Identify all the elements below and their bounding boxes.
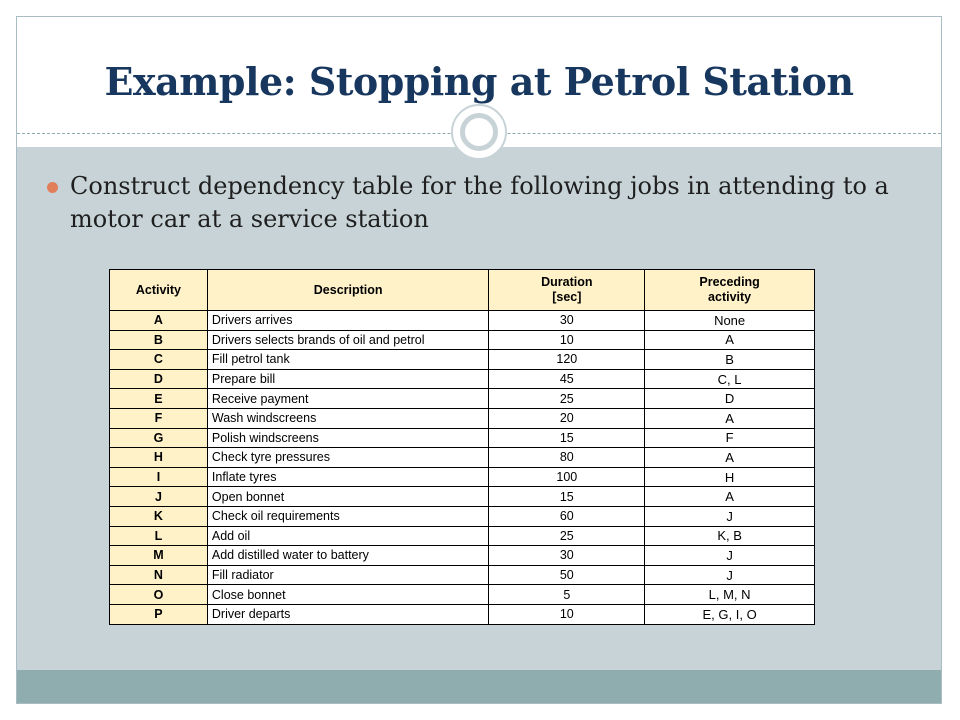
activity-cell: A [110,311,208,331]
preceding-cell: J [645,546,815,566]
description-cell: Fill petrol tank [207,350,489,370]
duration-cell: 120 [489,350,645,370]
activity-cell: P [110,604,208,624]
activity-cell: E [110,389,208,409]
duration-cell: 25 [489,526,645,546]
activity-cell: H [110,448,208,468]
description-cell: Wash windscreens [207,408,489,428]
activity-cell: G [110,428,208,448]
description-cell: Fill radiator [207,565,489,585]
header-duration-line1: Duration [541,275,593,289]
bullet-text: Construct dependency table for the following jobs in attending to a motor car at a service station [70,172,889,233]
table-row [110,350,815,370]
description-cell: Drivers arrives [207,311,489,331]
activity-cell: B [110,330,208,350]
table-row [110,526,815,546]
activity-cell: D [110,369,208,389]
slide-title: Example: Stopping at Petrol Station [104,59,854,104]
preceding-cell: A [645,330,815,350]
header-duration-line2: [sec] [552,290,582,304]
duration-cell: 25 [489,389,645,409]
duration-cell: 5 [489,585,645,605]
table-body [110,311,815,625]
preceding-cell: H [645,467,815,487]
activity-cell: M [110,546,208,566]
duration-cell: 50 [489,565,645,585]
table-row [110,546,815,566]
description-cell: Check tyre pressures [207,448,489,468]
description-cell: Close bonnet [207,585,489,605]
duration-cell: 10 [489,330,645,350]
duration-cell: 15 [489,487,645,507]
table-row [110,408,815,428]
bullet-dot [47,182,58,193]
table-row [110,565,815,585]
table-header-row [110,270,815,311]
duration-cell: 30 [489,311,645,331]
activity-cell: O [110,585,208,605]
duration-cell: 20 [489,408,645,428]
preceding-cell: A [645,487,815,507]
preceding-cell: None [645,311,815,331]
description-cell: Prepare bill [207,369,489,389]
header-preceding-line1: Preceding [699,275,760,289]
header-preceding [645,270,815,311]
activity-cell: J [110,487,208,507]
table-row [110,604,815,624]
duration-cell: 100 [489,467,645,487]
dependency-table [109,269,815,625]
preceding-cell: E, G, I, O [645,604,815,624]
preceding-cell: B [645,350,815,370]
table-row [110,428,815,448]
preceding-cell: A [645,448,815,468]
activity-cell: F [110,408,208,428]
description-cell: Inflate tyres [207,467,489,487]
description-cell: Add oil [207,526,489,546]
table-row [110,506,815,526]
description-cell: Drivers selects brands of oil and petrol [207,330,489,350]
preceding-cell: F [645,428,815,448]
duration-cell: 60 [489,506,645,526]
table-row [110,585,815,605]
duration-cell: 45 [489,369,645,389]
preceding-cell: K, B [645,526,815,546]
duration-cell: 30 [489,546,645,566]
table-row [110,311,815,331]
description-cell: Driver departs [207,604,489,624]
description-cell: Receive payment [207,389,489,409]
preceding-cell: J [645,506,815,526]
table-row [110,330,815,350]
table-row [110,467,815,487]
table-row [110,369,815,389]
footer-bar [17,670,941,703]
table-row [110,448,815,468]
table-row [110,487,815,507]
preceding-cell: L, M, N [645,585,815,605]
activity-cell: I [110,467,208,487]
description-cell: Add distilled water to battery [207,546,489,566]
divider-circle-inner [460,113,498,151]
description-cell: Open bonnet [207,487,489,507]
duration-cell: 15 [489,428,645,448]
divider-circle-ornament [451,104,507,160]
activity-cell: L [110,526,208,546]
table-row [110,389,815,409]
activity-cell: N [110,565,208,585]
description-cell: Polish windscreens [207,428,489,448]
header-duration [489,270,645,311]
header-description: Description [207,270,489,311]
header-activity: Activity [110,270,208,311]
description-cell: Check oil requirements [207,506,489,526]
preceding-cell: C, L [645,369,815,389]
header-preceding-line2: activity [708,290,752,304]
duration-cell: 10 [489,604,645,624]
activity-cell: C [110,350,208,370]
preceding-cell: D [645,389,815,409]
preceding-cell: J [645,565,815,585]
duration-cell: 80 [489,448,645,468]
activity-cell: K [110,506,208,526]
preceding-cell: A [645,408,815,428]
